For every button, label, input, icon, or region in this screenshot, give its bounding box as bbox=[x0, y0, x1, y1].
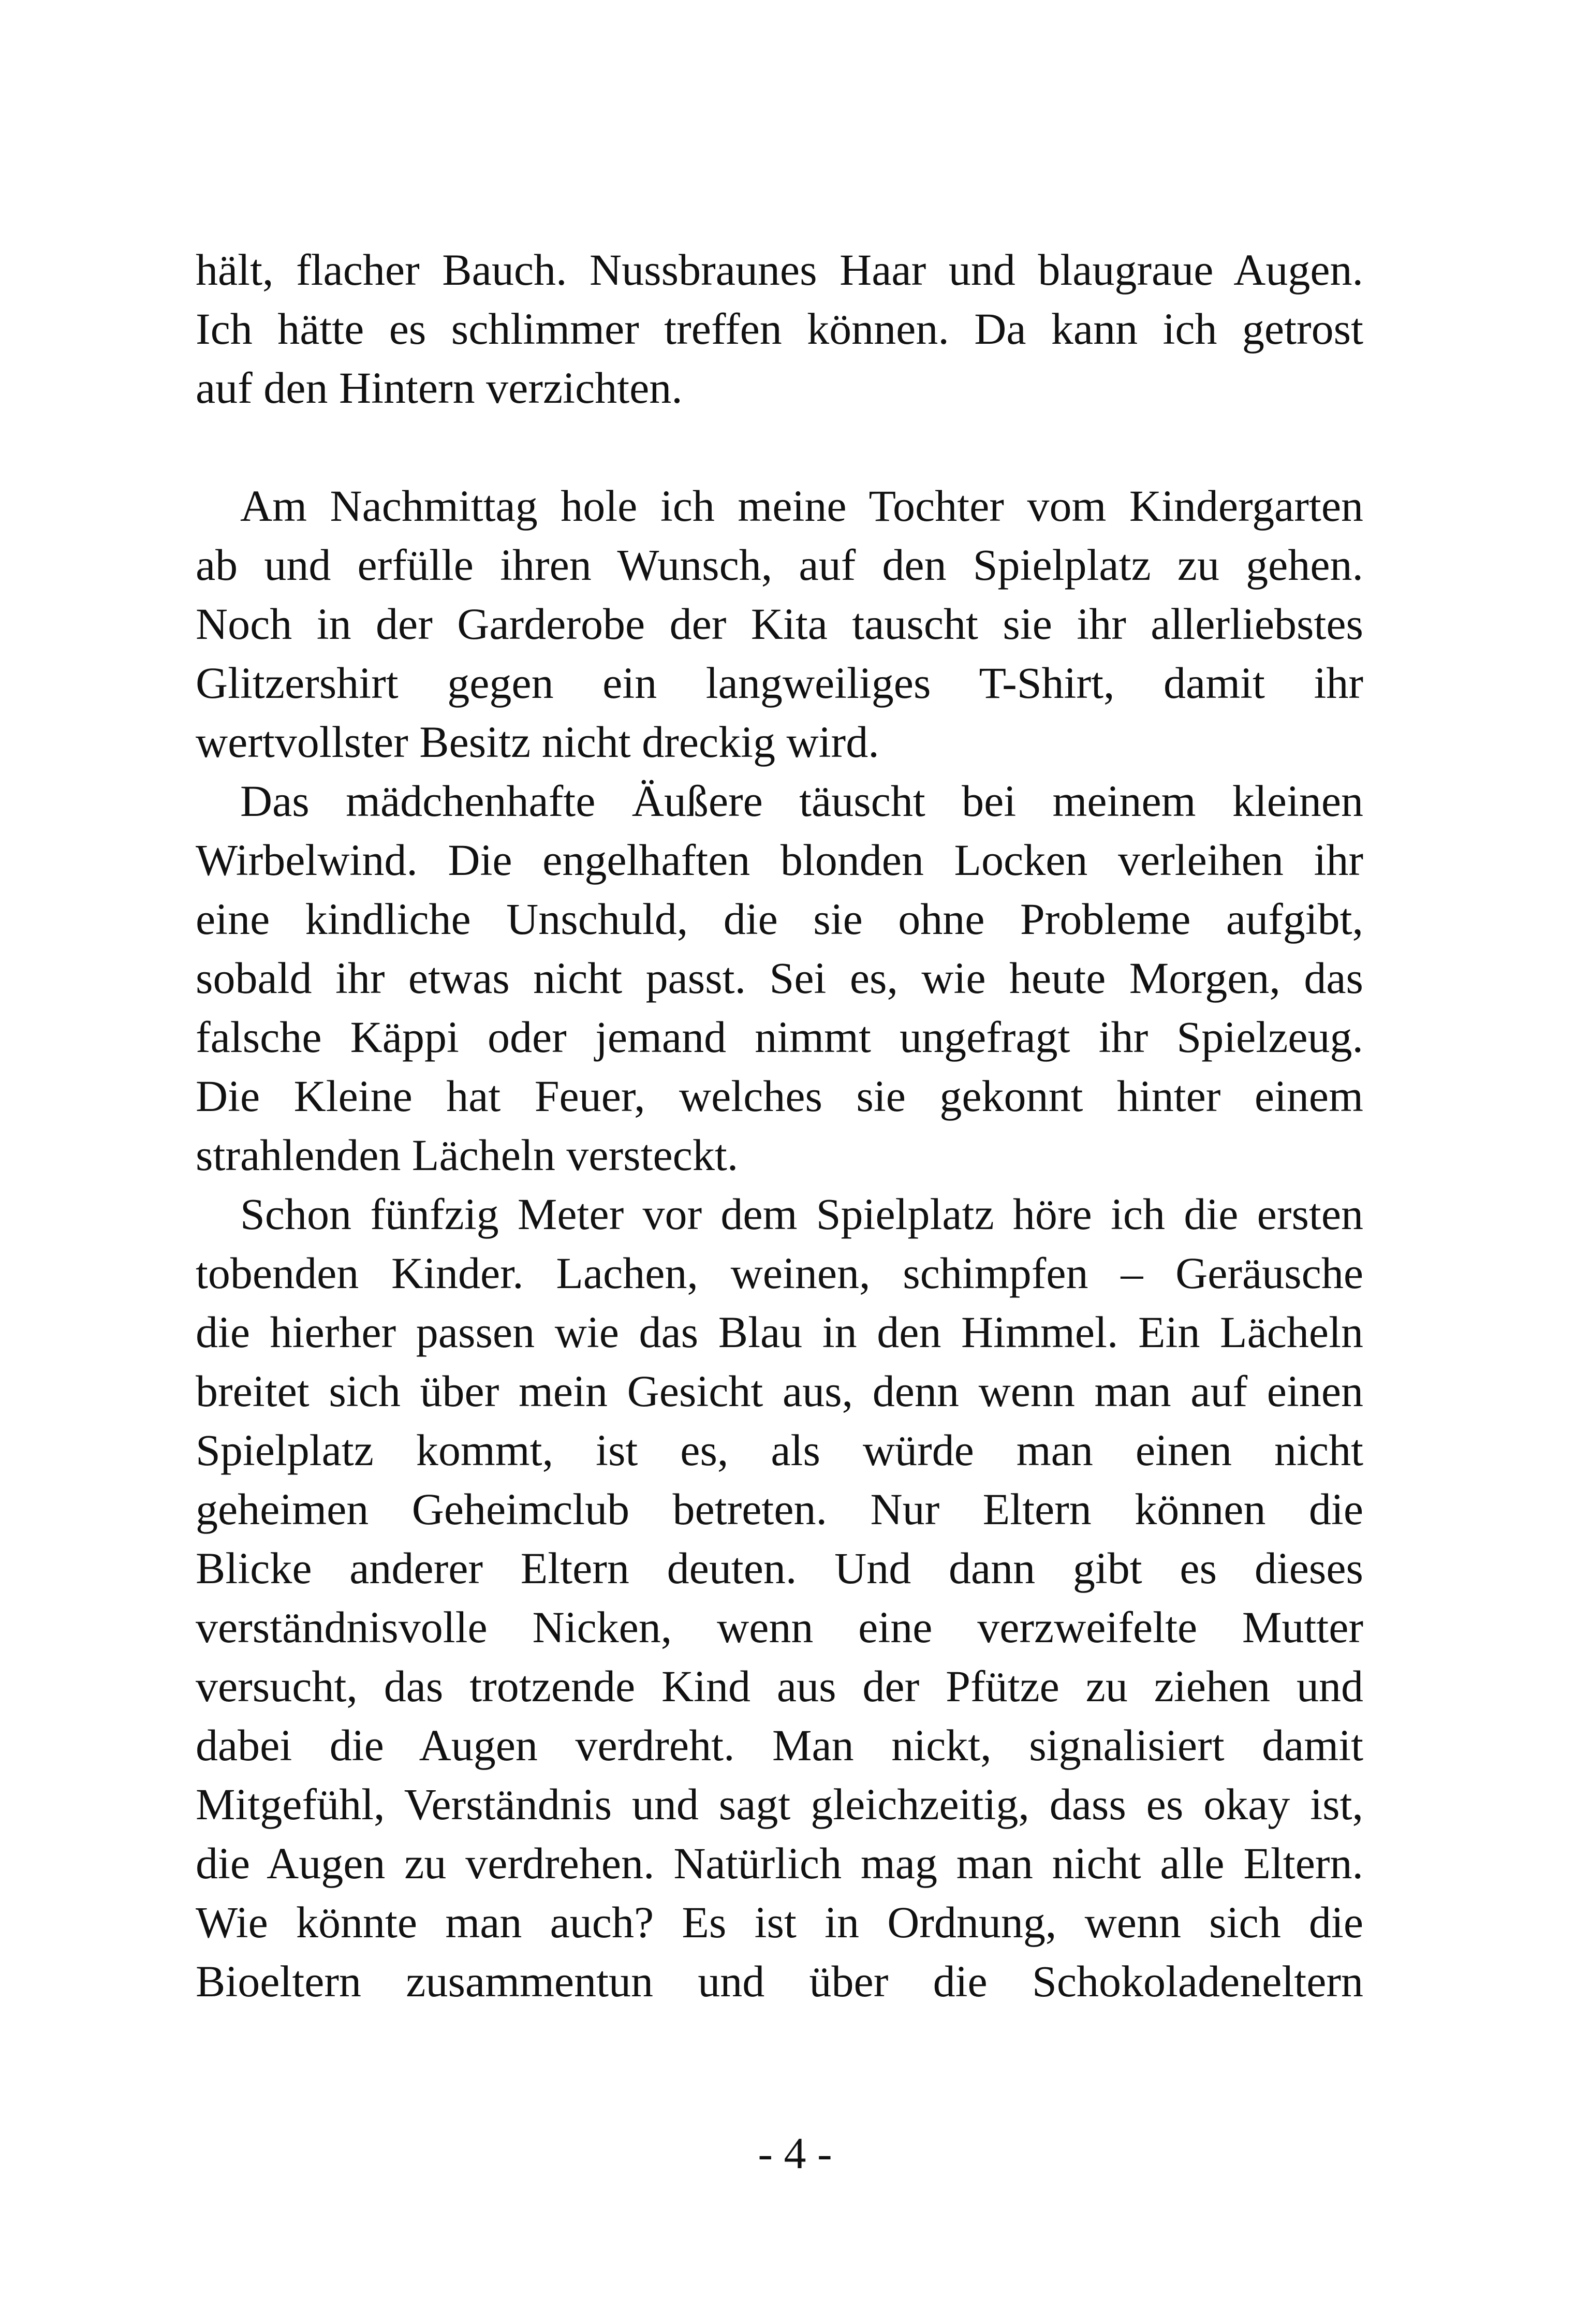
text-line: Schon fünfzig Meter vor dem Spielplatz höre ich die ersten bbox=[240, 1189, 1363, 1239]
section-break bbox=[196, 417, 1363, 476]
text-line: tobenden Kinder. Lachen, weinen, schimpfen – Geräusche bbox=[196, 1248, 1363, 1298]
text-line: verständnisvolle Nicken, wenn eine verzweifelte Mutter bbox=[196, 1602, 1363, 1652]
text-line: die hierher passen wie das Blau in den Himmel. Ein Lächeln bbox=[196, 1307, 1363, 1357]
text-line: die Augen zu verdrehen. Natürlich mag man nicht alle Eltern. bbox=[196, 1838, 1363, 1888]
text-line: Ich hätte es schlimmer treffen können. Da kann ich getrost bbox=[196, 304, 1363, 354]
text-line: strahlenden Lächeln versteckt. bbox=[196, 1130, 739, 1180]
text-line: Am Nachmittag hole ich meine Tochter vom Kindergarten bbox=[240, 481, 1363, 531]
text-line: versucht, das trotzende Kind aus der Pfütze zu ziehen und bbox=[196, 1661, 1363, 1711]
text-line: Blicke anderer Eltern deuten. Und dann gibt es dieses bbox=[196, 1543, 1363, 1593]
page-number: - 4 - bbox=[758, 2128, 832, 2178]
text-line: falsche Käppi oder jemand nimmt ungefragt ihr Spielzeug. bbox=[196, 1012, 1363, 1062]
text-line: breitet sich über mein Gesicht aus, denn wenn man auf einen bbox=[196, 1366, 1363, 1416]
text-line: geheimen Geheimclub betreten. Nur Eltern können die bbox=[196, 1484, 1363, 1534]
text-line: eine kindliche Unschuld, die sie ohne Probleme aufgibt, bbox=[196, 894, 1363, 944]
text-line: Glitzershirt gegen ein langweiliges T-Shirt, damit ihr bbox=[196, 658, 1363, 708]
text-line: Spielplatz kommt, ist es, als würde man einen nicht bbox=[196, 1425, 1363, 1475]
text-line: Wie könnte man auch? Es ist in Ordnung, wenn sich die bbox=[196, 1897, 1363, 1947]
text-line: wertvollster Besitz nicht dreckig wird. bbox=[196, 717, 879, 767]
body-text bbox=[196, 240, 1363, 2011]
text-line: Das mädchenhafte Äußere täuscht bei meinem kleinen bbox=[240, 776, 1363, 826]
text-line: sobald ihr etwas nicht passt. Sei es, wie heute Morgen, das bbox=[196, 953, 1363, 1003]
text-line: dabei die Augen verdreht. Man nickt, signalisiert damit bbox=[196, 1720, 1363, 1770]
text-line: ab und erfülle ihren Wunsch, auf den Spielplatz zu gehen. bbox=[196, 540, 1363, 590]
text-line: Wirbelwind. Die engelhaften blonden Locken verleihen ihr bbox=[196, 835, 1363, 885]
text-line: Bioeltern zusammentun und über die Schokoladeneltern bbox=[196, 1956, 1363, 2006]
text-line: Noch in der Garderobe der Kita tauscht sie ihr allerliebstes bbox=[196, 599, 1363, 649]
text-line: Mitgefühl, Verständnis und sagt gleichzeitig, dass es okay ist, bbox=[196, 1779, 1363, 1829]
text-line: hält, flacher Bauch. Nussbraunes Haar und blaugraue Augen. bbox=[196, 245, 1363, 295]
text-line: Die Kleine hat Feuer, welches sie gekonnt hinter einem bbox=[196, 1071, 1363, 1121]
text-line: auf den Hintern verzichten. bbox=[196, 363, 683, 413]
